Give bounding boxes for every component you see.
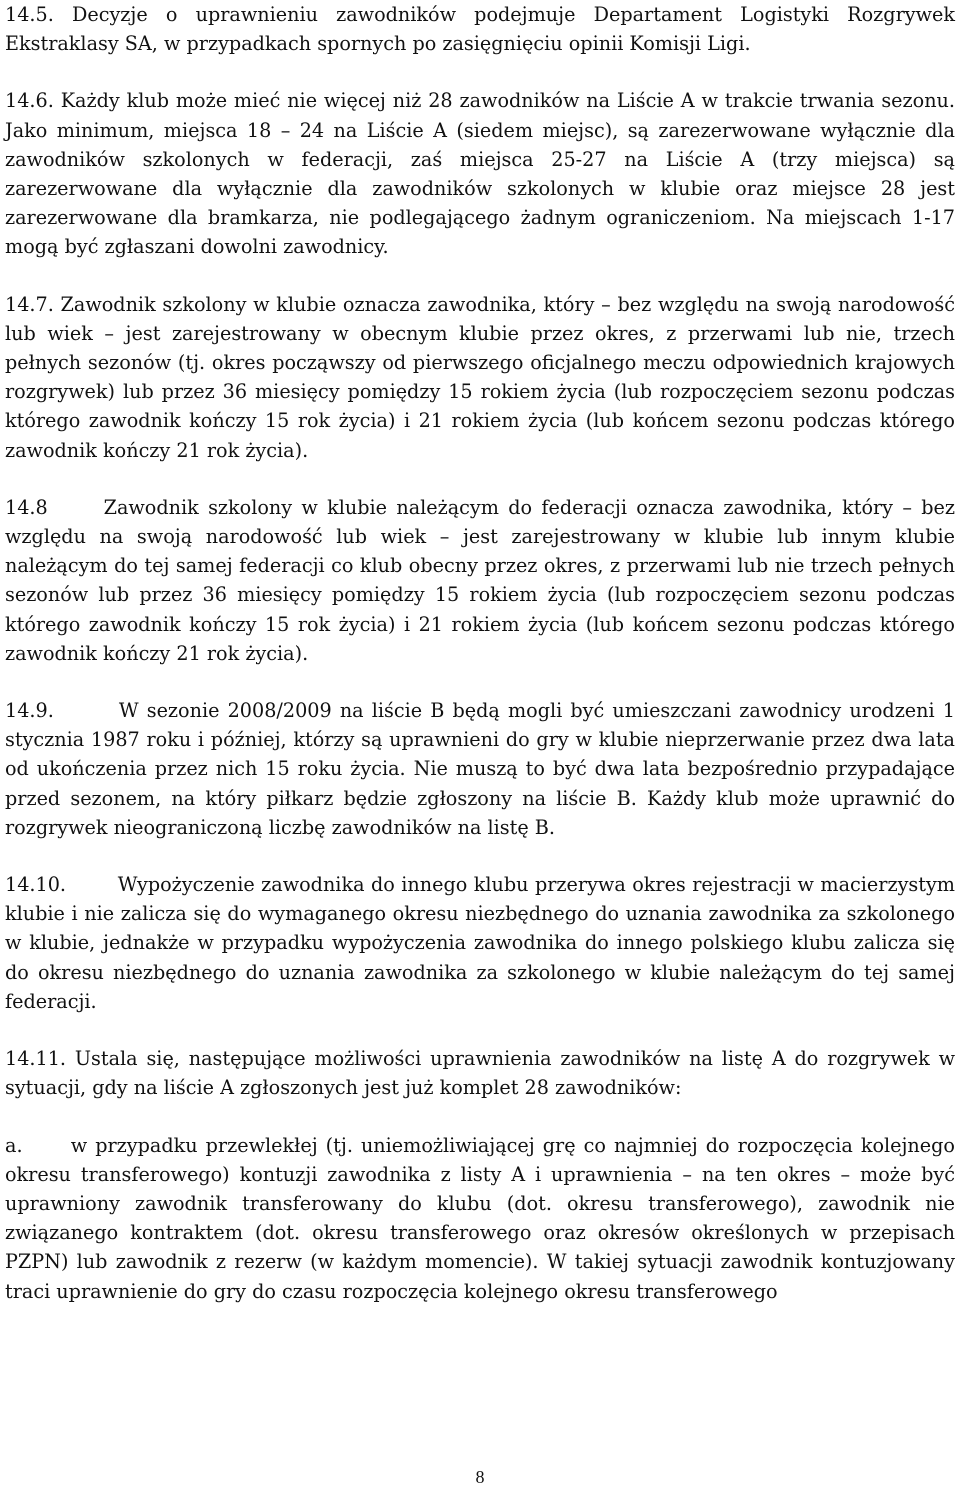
- document-page: [5, 0, 955, 1501]
- paragraph-text: Zawodnik szkolony w klubie należącym do federacji oznacza zawodnika, który – bez względu na swoją narodowość lub wiek – jest zarejestrowany w klubie lub innym klubie należącym do tej samej federacji co klub obecny przez okres, z przerwami lub nie trzech pełnych sezonów lub przez 36 miesięcy pomiędzy 15 rokiem życia (lub rozpoczęciem sezonu podczas którego zawodnik kończy 15 rok życia) i 21 rokiem życia (lub końcem sezonu podczas którego zawodnik kończy 21 rok życia).: [5, 495, 955, 665]
- paragraph-item-a: [5, 1131, 955, 1306]
- paragraph-text: Każdy klub może mieć nie więcej niż 28 zawodników na Liście A w trakcie trwania sezonu. Jako minimum, miejsca 18 – 24 na Liście A (siedem miejsc), są zarezerwowane wyłącznie dla zawodników szkolonych w federacji, zaś miejsca 25-27 na Liście A (trzy miejsca) są zarezerwowane dla wyłącznie dla zawodników szkolonych w klubie oraz miejsce 28 jest zarezerwowane dla bramkarza, nie podlegającego żadnym ograniczeniom. Na miejscach 1-17 mogą być zgłaszani dowolni zawodnicy.: [5, 89, 956, 259]
- paragraph-14-7: [5, 290, 955, 465]
- paragraph-14-5: [5, 0, 955, 58]
- paragraph-number: 14.11.: [5, 1047, 67, 1071]
- paragraph-text: w przypadku przewlekłej (tj. uniemożliwiającej grę co najmniej do rozpoczęcia kolejnego okresu transferowego) kontuzji zawodnika z listy A i uprawnienia – na ten okres – może być uprawniony zawodnik transferowany do klubu (dot. okresu transferowego), zawodnik nie związanego kontraktem (dot. okresu transferowego oraz okresów określonych w przepisach PZPN) lub zawodnik z rezerw (w każdym momencie). W takiej sytuacji zawodnik kontuzjowany traci uprawnienie do gry do czasu rozpoczęcia kolejnego okresu transferowego: [5, 1133, 955, 1303]
- paragraph-number: 14.7.: [5, 292, 54, 316]
- paragraph-14-9: [5, 696, 955, 842]
- paragraph-number: a.: [5, 1133, 23, 1157]
- paragraph-text: Decyzje o uprawnieniu zawodników podejmuje Departament Logistyki Rozgrywek Ekstraklasy SA, w przypadkach spornych po zasięgnięciu opinii Komisji Ligi.: [5, 3, 955, 56]
- paragraph-text: W sezonie 2008/2009 na liście B będą mogli być umieszczani zawodnicy urodzeni 1 stycznia 1987 roku i później, którzy są uprawnieni do gry w klubie nieprzerwanie przez dwa lata od ukończenia przez nich 15 roku życia. Nie muszą to być dwa lata bezpośrednio przypadające przed sezonem, na który piłkarz będzie zgłoszony na liście B. Każdy klub może uprawnić do rozgrywek nieograniczoną liczbę zawodników na listę B.: [5, 699, 955, 839]
- page-number: 8: [475, 1467, 485, 1487]
- paragraph-14-8: [5, 493, 955, 668]
- paragraph-number: 14.9.: [5, 699, 54, 723]
- paragraph-number: 14.5.: [5, 3, 54, 26]
- paragraph-number: 14.6.: [5, 89, 54, 113]
- paragraph-14-10: [5, 870, 955, 1016]
- paragraph-number: 14.8: [5, 495, 48, 519]
- paragraph-text: Zawodnik szkolony w klubie oznacza zawodnika, który – bez względu na swoją narodowość lub wiek – jest zarejestrowany w obecnym klubie przez okres, z przerwami lub nie, trzech pełnych sezonów (tj. okres począwszy od pierwszego oficjalnego meczu odpowiednich krajowych rozgrywek) lub przez 36 miesięcy pomiędzy 15 rokiem życia (lub rozpoczęciem sezonu podczas którego zawodnik kończy 15 rok życia) i 21 rokiem życia (lub końcem sezonu podczas którego zawodnik kończy 21 rok życia).: [5, 292, 955, 462]
- paragraph-14-6: [5, 86, 955, 261]
- paragraph-number: 14.10.: [5, 873, 67, 897]
- paragraph-text: Wypożyczenie zawodnika do innego klubu przerywa okres rejestracji w macierzystym klubie i nie zalicza się do wymaganego okresu niezbędnego do uznania zawodnika za szkolonego w klubie, jednakże w przypadku wypożyczenia zawodnika do innego polskiego klubu zalicza się do okresu niezbędnego do uznania zawodnika za szkolonego w klubie należącym do tej samej federacji.: [5, 873, 955, 1013]
- paragraph-14-11: [5, 1044, 955, 1102]
- paragraph-text: Ustala się, następujące możliwości uprawnienia zawodników na listę A do rozgrywek w sytuacji, gdy na liście A zgłoszonych jest już komplet 28 zawodników:: [5, 1047, 955, 1100]
